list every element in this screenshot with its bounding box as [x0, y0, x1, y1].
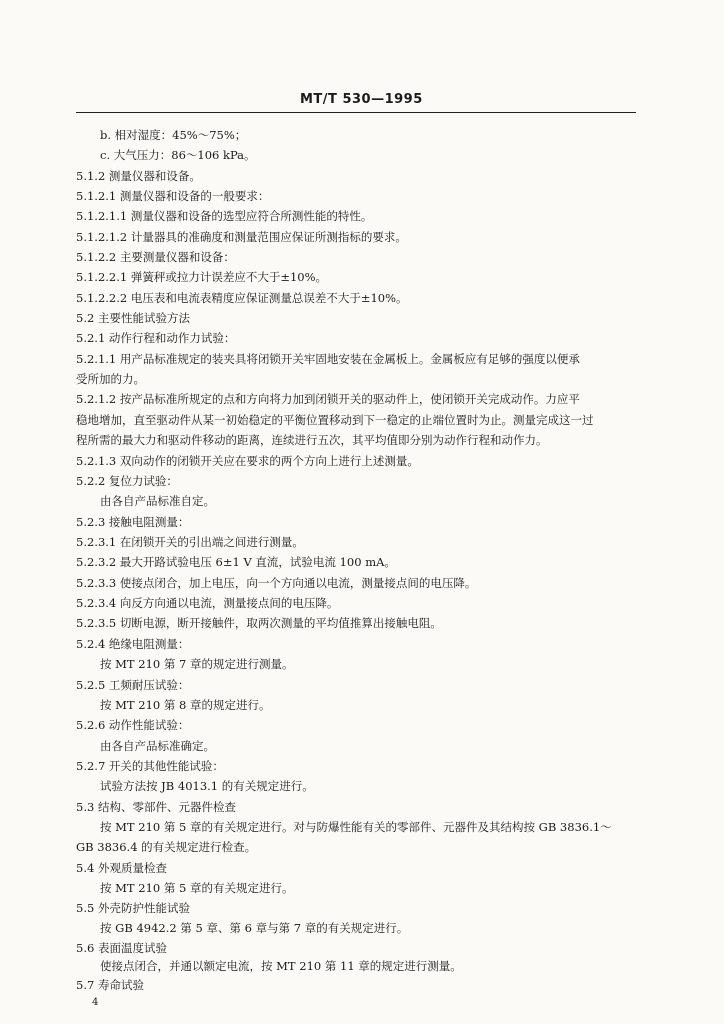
text-line: 5.2.3.4 向反方向通以电流，测量接点间的电压降。: [76, 596, 339, 610]
section-heading: 5.2 主要性能试验方法: [76, 311, 190, 325]
text-line: c. 大气压力：86～106 kPa。: [100, 148, 256, 162]
text-line: 5.2.1 动作行程和动作力试验：: [76, 331, 236, 345]
section-heading: 5.2.4 绝缘电阻测量：: [76, 637, 190, 651]
text-line: 由各自产品标准确定。: [100, 739, 215, 753]
text-line: 按 MT 210 第 7 章的规定进行测量。: [100, 657, 294, 671]
section-heading: 5.2.5 工频耐压试验：: [76, 678, 190, 692]
text-line: GB 3836.4 的有关规定进行检查。: [76, 840, 257, 854]
text-line: 按 MT 210 第 5 章的有关规定进行。对与防爆性能有关的零部件、元器件及其结构按 GB 3836.1～: [100, 820, 612, 834]
text-line: 5.2.3.3 使接点闭合，加上电压，向一个方向通以电流，测量接点间的电压降。: [76, 576, 477, 590]
text-line: 5.1.2.1.2 计量器具的准确度和测量范围应保证所测指标的要求。: [76, 230, 407, 244]
section-heading: 5.7 寿命试验: [76, 978, 144, 992]
text-line: 由各自产品标准自定。: [100, 494, 215, 508]
page-number: 4: [92, 997, 99, 1008]
section-heading: 5.1.2 测量仪器和设备。: [76, 169, 201, 183]
text-line: 按 MT 210 第 5 章的有关规定进行。: [100, 881, 294, 895]
text-line: 5.2.1.3 双向动作的闭锁开关应在要求的两个方向上进行上述测量。: [76, 454, 419, 468]
text-line: 程所需的最大力和驱动件移动的距离，连续进行五次，其平均值即分别为动作行程和动作力。: [76, 433, 548, 447]
text-line: 使接点闭合，并通以额定电流，按 MT 210 第 11 章的规定进行测量。: [100, 959, 462, 973]
text-line: 5.1.2.2.1 弹簧秤或拉力计误差应不大于±10%。: [76, 270, 328, 284]
section-heading: 5.2.2 复位力试验：: [76, 474, 178, 488]
text-line: b. 相对湿度：45%～75%；: [100, 128, 247, 142]
section-heading: 5.2.3 接触电阻测量：: [76, 515, 190, 529]
section-heading: 5.5 外壳防护性能试验: [76, 901, 190, 915]
text-line: 5.1.2.2.2 电压表和电流表精度应保证测量总误差不大于±10%。: [76, 291, 408, 305]
text-line: 按 GB 4942.2 第 5 章、第 6 章与第 7 章的有关规定进行。: [100, 921, 409, 935]
text-line: 稳地增加，直至驱动件从某一初始稳定的平衡位置移动到下一稳定的止端位置时为止。测量完成这一过: [76, 413, 594, 427]
header-rule: [76, 112, 636, 113]
section-heading: 5.2.7 开关的其他性能试验：: [76, 759, 224, 773]
text-line: 5.1.2.1 测量仪器和设备的一般要求：: [76, 189, 270, 203]
text-line: 5.2.3.5 切断电源，断开接触件，取两次测量的平均值推算出接触电阻。: [76, 616, 442, 630]
text-line: 5.1.2.2 主要测量仪器和设备：: [76, 250, 235, 264]
section-heading: 5.6 表面温度试验: [76, 941, 167, 955]
page-header: MT/T 530—1995: [300, 92, 423, 107]
section-heading: 5.3 结构、零部件、元器件检查: [76, 800, 236, 814]
text-line: 5.2.3.1 在闭锁开关的引出端之间进行测量。: [76, 535, 304, 549]
text-line: 5.2.1.1 用产品标准规定的装夹具将闭锁开关牢固地安装在金属板上。金属板应有足够的强度以便承: [76, 352, 580, 366]
text-line: 试验方法按 JB 4013.1 的有关规定进行。: [100, 779, 314, 793]
text-line: 5.2.3.2 最大开路试验电压 6±1 V 直流，试验电流 100 mA。: [76, 555, 396, 569]
section-heading: 5.2.6 动作性能试验：: [76, 718, 190, 732]
text-line: 按 MT 210 第 8 章的规定进行。: [100, 698, 271, 712]
section-heading: 5.4 外观质量检查: [76, 861, 167, 875]
text-line: 受所加的力。: [76, 372, 145, 386]
text-line: 5.1.2.1.1 测量仪器和设备的选型应符合所测性能的特性。: [76, 209, 373, 223]
text-line: 5.2.1.2 按产品标准所规定的点和方向将力加到闭锁开关的驱动件上，使闭锁开关完成动作。力应平: [76, 392, 580, 406]
